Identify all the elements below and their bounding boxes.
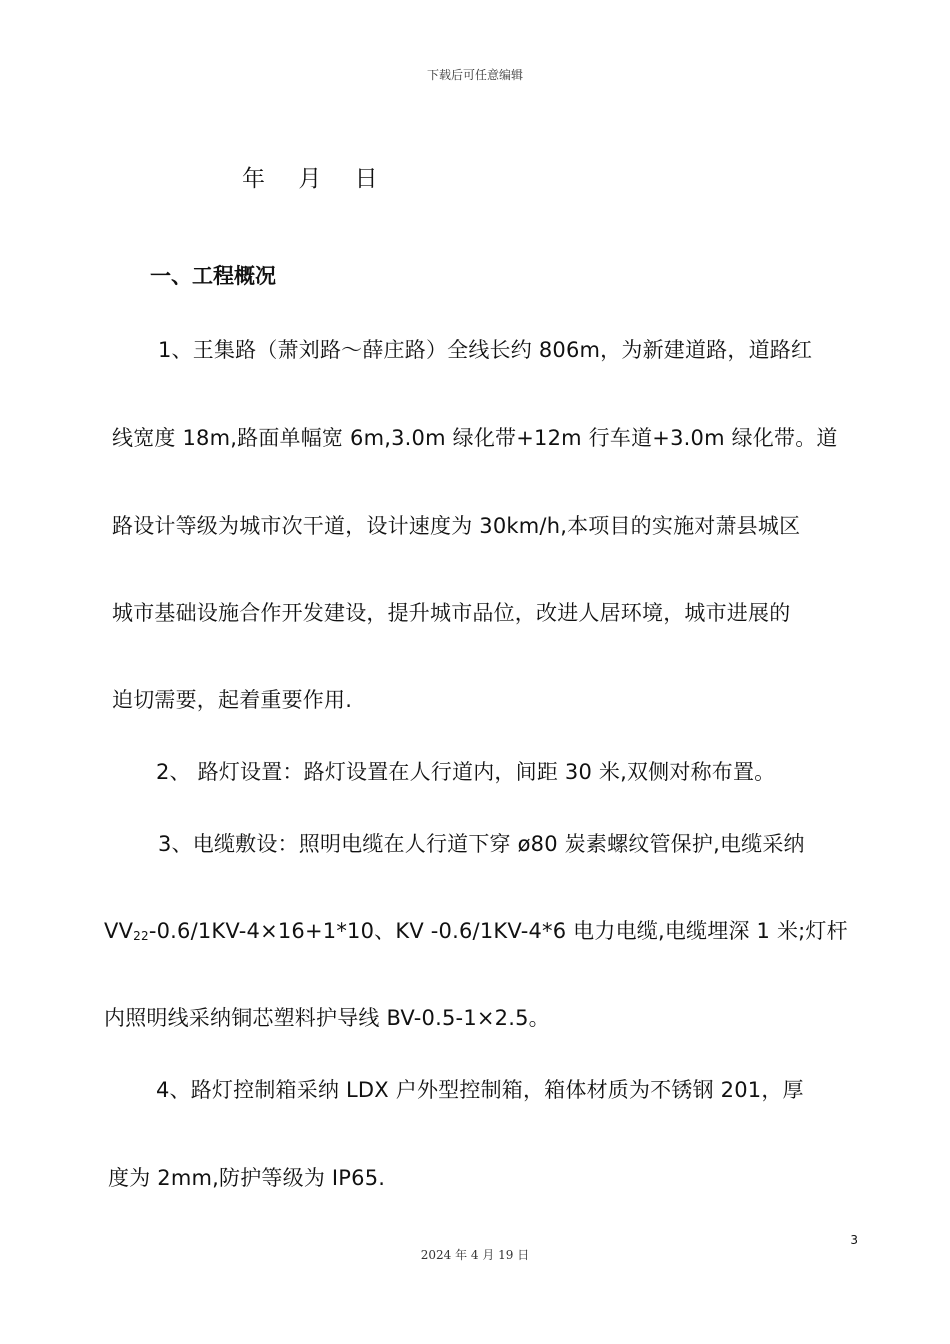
paragraph-line: 4、路灯控制箱采纳 LDX 户外型控制箱，箱体材质为不锈钢 201，厚 [156,1078,804,1102]
cable-type-subscript: 22 [133,929,149,943]
page-footer-date: 2024 年 4 月 19 日 [420,1248,530,1262]
cable-spec: -0.6/1KV-4×16+1*10、KV -0.6/1KV-4*6 电力电缆,电缆埋深 1 米;灯杆 [148,919,848,943]
year-label: 年 [242,166,265,192]
paragraph-line: 度为 2mm,防护等级为 IP65. [108,1166,386,1190]
paragraph-line: 2、 路灯设置：路灯设置在人行道内，间距 30 米,双侧对称布置。 [156,760,776,784]
page-number: 3 [850,1233,858,1247]
paragraph-line: 3、电缆敷设：照明电缆在人行道下穿 ø80 炭素螺纹管保护,电缆采纳 [158,832,805,856]
date-line [242,160,404,193]
paragraph-line [104,915,848,945]
paragraph-line: 路设计等级为城市次干道，设计速度为 30km/h,本项目的实施对萧县城区 [112,514,801,538]
day-label: 日 [354,166,378,192]
cable-type: VV [104,919,134,943]
page-header: 下载后可任意编辑 [426,68,523,82]
paragraph-line: 城市基础设施合作开发建设，提升城市品位，改进人居环境，城市进展的 [112,601,791,625]
paragraph-line: 1、王集路（萧刘路～薛庄路）全线长约 806m，为新建道路，道路红 [158,338,813,362]
section-title: 一、工程概况 [150,264,276,288]
paragraph-line: 内照明线采纳铜芯塑料护导线 BV-0.5-1×2.5。 [104,1006,550,1030]
month-label: 月 [298,166,322,192]
paragraph-line: 线宽度 18m,路面单幅宽 6m,3.0m 绿化带+12m 行车道+3.0m 绿化带。道 [112,426,838,450]
paragraph-line: 迫切需要，起着重要作用. [112,688,353,712]
